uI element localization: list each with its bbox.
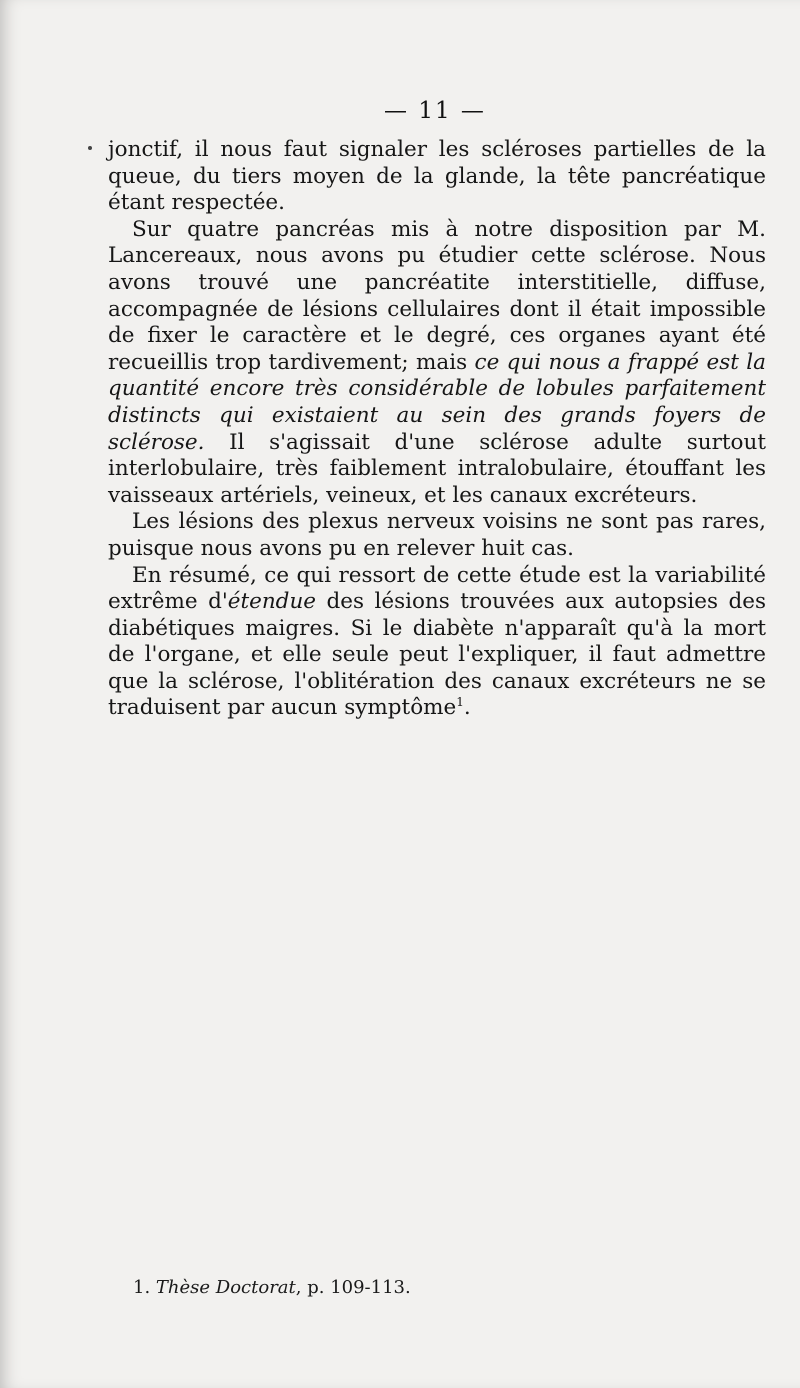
paragraph-2-text: Sur quatre pancréas mis à notre disposition par M. Lancereaux, nous avons pu étudier cette sclérose. Nous avons trouvé une pancréatite interstitielle, diffuse, accompagnée de lésions cellulaires dont il était impossible de fixer le caractère et le degré, ces organes ayant été recueillis trop tardivement; mais xyxy=(108,216,766,375)
paragraph-4-after: des lésions trouvées aux autopsies des diabétiques maigres. Si le diabète n'apparaît qu'à la mort de l'organe, et elle seule peut l'expliquer, il faut admettre que la sclérose, l'oblitération des canaux excréteurs ne se traduisent par aucun symptôme xyxy=(108,589,767,721)
footnote xyxy=(133,1277,411,1298)
body-text xyxy=(108,137,766,722)
paragraph-4-italic: étendue xyxy=(227,589,317,615)
paragraph-2 xyxy=(108,217,766,510)
footnote-rest: , p. 109-113. xyxy=(295,1277,411,1298)
paragraph-2-italic: ce qui nous a frappé est la quantité encore très considérable de lobules parfaitement distincts qui existaient au sein des grands foyers de sclérose. xyxy=(108,349,766,455)
footnote-title: Thèse Doctorat xyxy=(155,1277,296,1298)
footnote-number: 1. xyxy=(133,1277,151,1298)
paragraph-3-text: Les lésions des plexus nerveux voisins ne sont pas rares, puisque nous avons pu en relever huit cas. xyxy=(108,509,766,561)
margin-mark xyxy=(88,146,92,150)
paragraph-4-text: En résumé, ce qui ressort de cette étude est la variabilité extrême d' xyxy=(108,562,766,615)
page-number: — 11 — xyxy=(384,98,486,124)
paragraph-1 xyxy=(108,137,766,217)
paragraph-2-after: Il s'agissait d'une sclérose adulte surtout interlobulaire, très faiblement intralobulaire, étouffant les vaisseaux artériels, veineux, et les canaux excréteurs. xyxy=(108,429,766,508)
footnote-reference[interactable]: 1 xyxy=(456,695,464,710)
paragraph-1-text: jonctif, il nous faut signaler les scléroses partielles de la queue, du tiers moyen de la glande, la tête pancréatique étant respectée. xyxy=(108,137,766,216)
paragraph-3 xyxy=(108,509,766,562)
paragraph-4 xyxy=(108,563,766,723)
paragraph-4-end: . xyxy=(463,695,471,721)
